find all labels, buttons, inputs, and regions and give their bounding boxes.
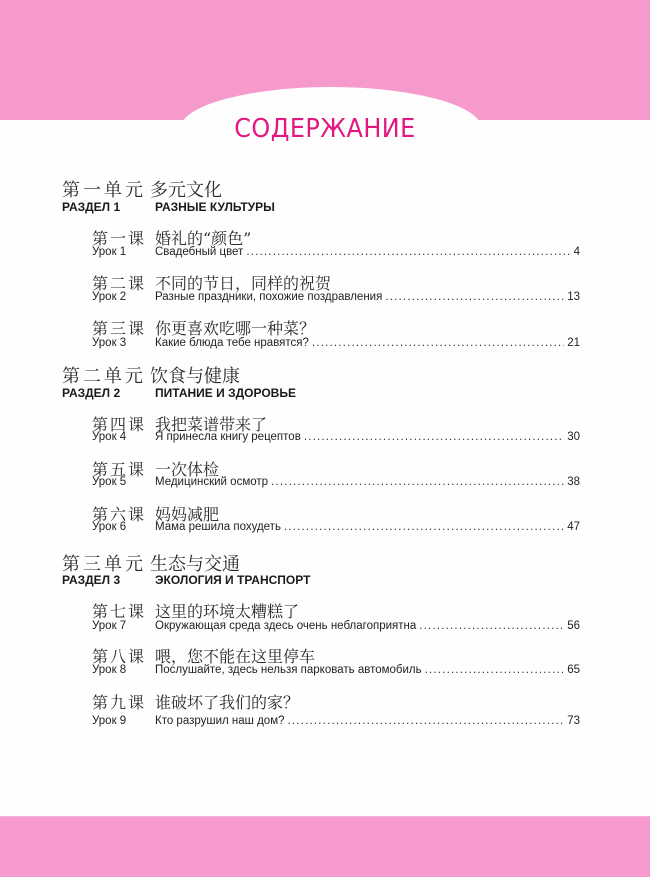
- lesson-label-ru: Урок 5: [92, 476, 127, 488]
- page-number: 38: [567, 476, 580, 488]
- lesson-label-ru: Урок 4: [92, 431, 127, 443]
- lesson-label-cn: 第一课: [92, 229, 147, 248]
- lesson-title-cn: 谁破坏了我们的家？: [155, 693, 300, 712]
- lesson-label-ru: Урок 1: [92, 246, 127, 258]
- dot-leader: [246, 246, 570, 258]
- page-number: 30: [567, 431, 580, 443]
- lesson-label-cn: 第八课: [92, 647, 147, 666]
- dot-leader: [312, 337, 564, 349]
- lesson-title-cn: 婚礼的“颜色”: [155, 229, 252, 248]
- page-number: 13: [567, 291, 580, 303]
- dot-leader: [304, 431, 564, 443]
- toc-entry[interactable]: [92, 246, 580, 258]
- lesson-title-ru: Кто разрушил наш дом?: [155, 715, 285, 727]
- unit-label-cn: 第一单元: [62, 180, 146, 201]
- lesson-label-ru: Урок 3: [92, 337, 127, 349]
- lesson-label-cn: 第二课: [92, 274, 147, 293]
- lesson-title-ru: Какие блюда тебе нравятся?: [155, 337, 309, 349]
- lesson-title-ru: Послушайте, здесь нельзя парковать автомобиль: [155, 664, 422, 676]
- lesson-label-ru: Урок 9: [92, 715, 127, 727]
- page-number: 56: [567, 620, 580, 632]
- lesson-title-cn: 我把菜谱带来了: [155, 415, 268, 434]
- lesson-heading-cn: [92, 316, 315, 339]
- footer-band: [0, 816, 650, 877]
- lesson-label-cn: 第三课: [92, 319, 147, 338]
- lesson-label-cn: 第七课: [92, 602, 147, 621]
- page-number: 73: [567, 715, 580, 727]
- lesson-title-ru: Разные праздники, похожие поздравления: [155, 291, 383, 303]
- lesson-title-ru: Я принесла книгу рецептов: [155, 431, 301, 443]
- dot-leader: [284, 521, 564, 533]
- unit-title-cn: 生态与交通: [150, 554, 240, 575]
- unit-label-ru: РАЗДЕЛ 2: [62, 386, 121, 400]
- toc-entry[interactable]: [92, 715, 580, 727]
- unit-heading-ru: [62, 386, 296, 400]
- lesson-label-cn: 第五课: [92, 460, 147, 479]
- toc-entry[interactable]: [92, 431, 580, 443]
- page-number: 4: [573, 246, 580, 258]
- unit-label-ru: РАЗДЕЛ 1: [62, 200, 121, 214]
- dot-leader: [288, 715, 565, 727]
- lesson-title-cn: 不同的节日，同样的祝贺: [155, 274, 332, 293]
- unit-label-cn: 第三单元: [62, 554, 146, 575]
- unit-title-cn: 饮食与健康: [150, 366, 240, 387]
- unit-heading-ru: [62, 573, 310, 587]
- dot-leader: [271, 476, 564, 488]
- unit-label-ru: РАЗДЕЛ 3: [62, 573, 121, 587]
- toc-entry[interactable]: [92, 521, 580, 533]
- lesson-label-cn: 第四课: [92, 415, 147, 434]
- lesson-label-ru: Урок 2: [92, 291, 127, 303]
- toc-entry[interactable]: [92, 476, 580, 488]
- unit-label-cn: 第二单元: [62, 366, 146, 387]
- unit-title-ru: РАЗНЫЕ КУЛЬТУРЫ: [155, 200, 275, 214]
- lesson-label-ru: Урок 7: [92, 620, 127, 632]
- lesson-label-ru: Урок 8: [92, 664, 127, 676]
- page-title: СОДЕРЖАНИЕ: [234, 114, 416, 144]
- toc-entry[interactable]: [92, 664, 580, 676]
- lesson-heading-cn: [92, 599, 299, 622]
- dot-leader: [385, 291, 564, 303]
- unit-title-ru: ПИТАНИЕ И ЗДОРОВЬЕ: [155, 386, 296, 400]
- lesson-label-cn: 第六课: [92, 505, 147, 524]
- lesson-title-cn: 这里的环境太糟糕了: [155, 602, 300, 621]
- lesson-title-ru: Окружающая среда здесь очень неблагоприятна: [155, 620, 417, 632]
- lesson-label-cn: 第九课: [92, 693, 147, 712]
- lesson-heading-cn: [92, 690, 299, 713]
- unit-title-cn: 多元文化: [150, 180, 222, 201]
- lesson-title-cn: 你更喜欢吃哪一种菜？: [155, 319, 316, 338]
- lesson-title-ru: Свадебный цвет: [155, 246, 244, 258]
- lesson-label-ru: Урок 6: [92, 521, 127, 533]
- unit-title-ru: ЭКОЛОГИЯ И ТРАНСПОРТ: [155, 573, 311, 587]
- unit-heading-cn: [62, 362, 240, 388]
- dot-leader: [419, 620, 564, 632]
- toc-entry[interactable]: [92, 620, 580, 632]
- toc-entry[interactable]: [92, 337, 580, 349]
- unit-heading-cn: [62, 176, 222, 202]
- dot-leader: [425, 664, 565, 676]
- lesson-title-cn: 妈妈减肥: [155, 505, 220, 524]
- lesson-title-cn: 喂，您不能在这里停车: [155, 647, 316, 666]
- lesson-title-ru: Мама решила похудеть: [155, 521, 281, 533]
- page-number: 65: [567, 664, 580, 676]
- page-number: 47: [567, 521, 580, 533]
- unit-heading-ru: [62, 200, 275, 214]
- page-number: 21: [567, 337, 580, 349]
- lesson-title-cn: 一次体检: [155, 460, 220, 479]
- lesson-title-ru: Медицинский осмотр: [155, 476, 269, 488]
- toc-entry[interactable]: [92, 291, 580, 303]
